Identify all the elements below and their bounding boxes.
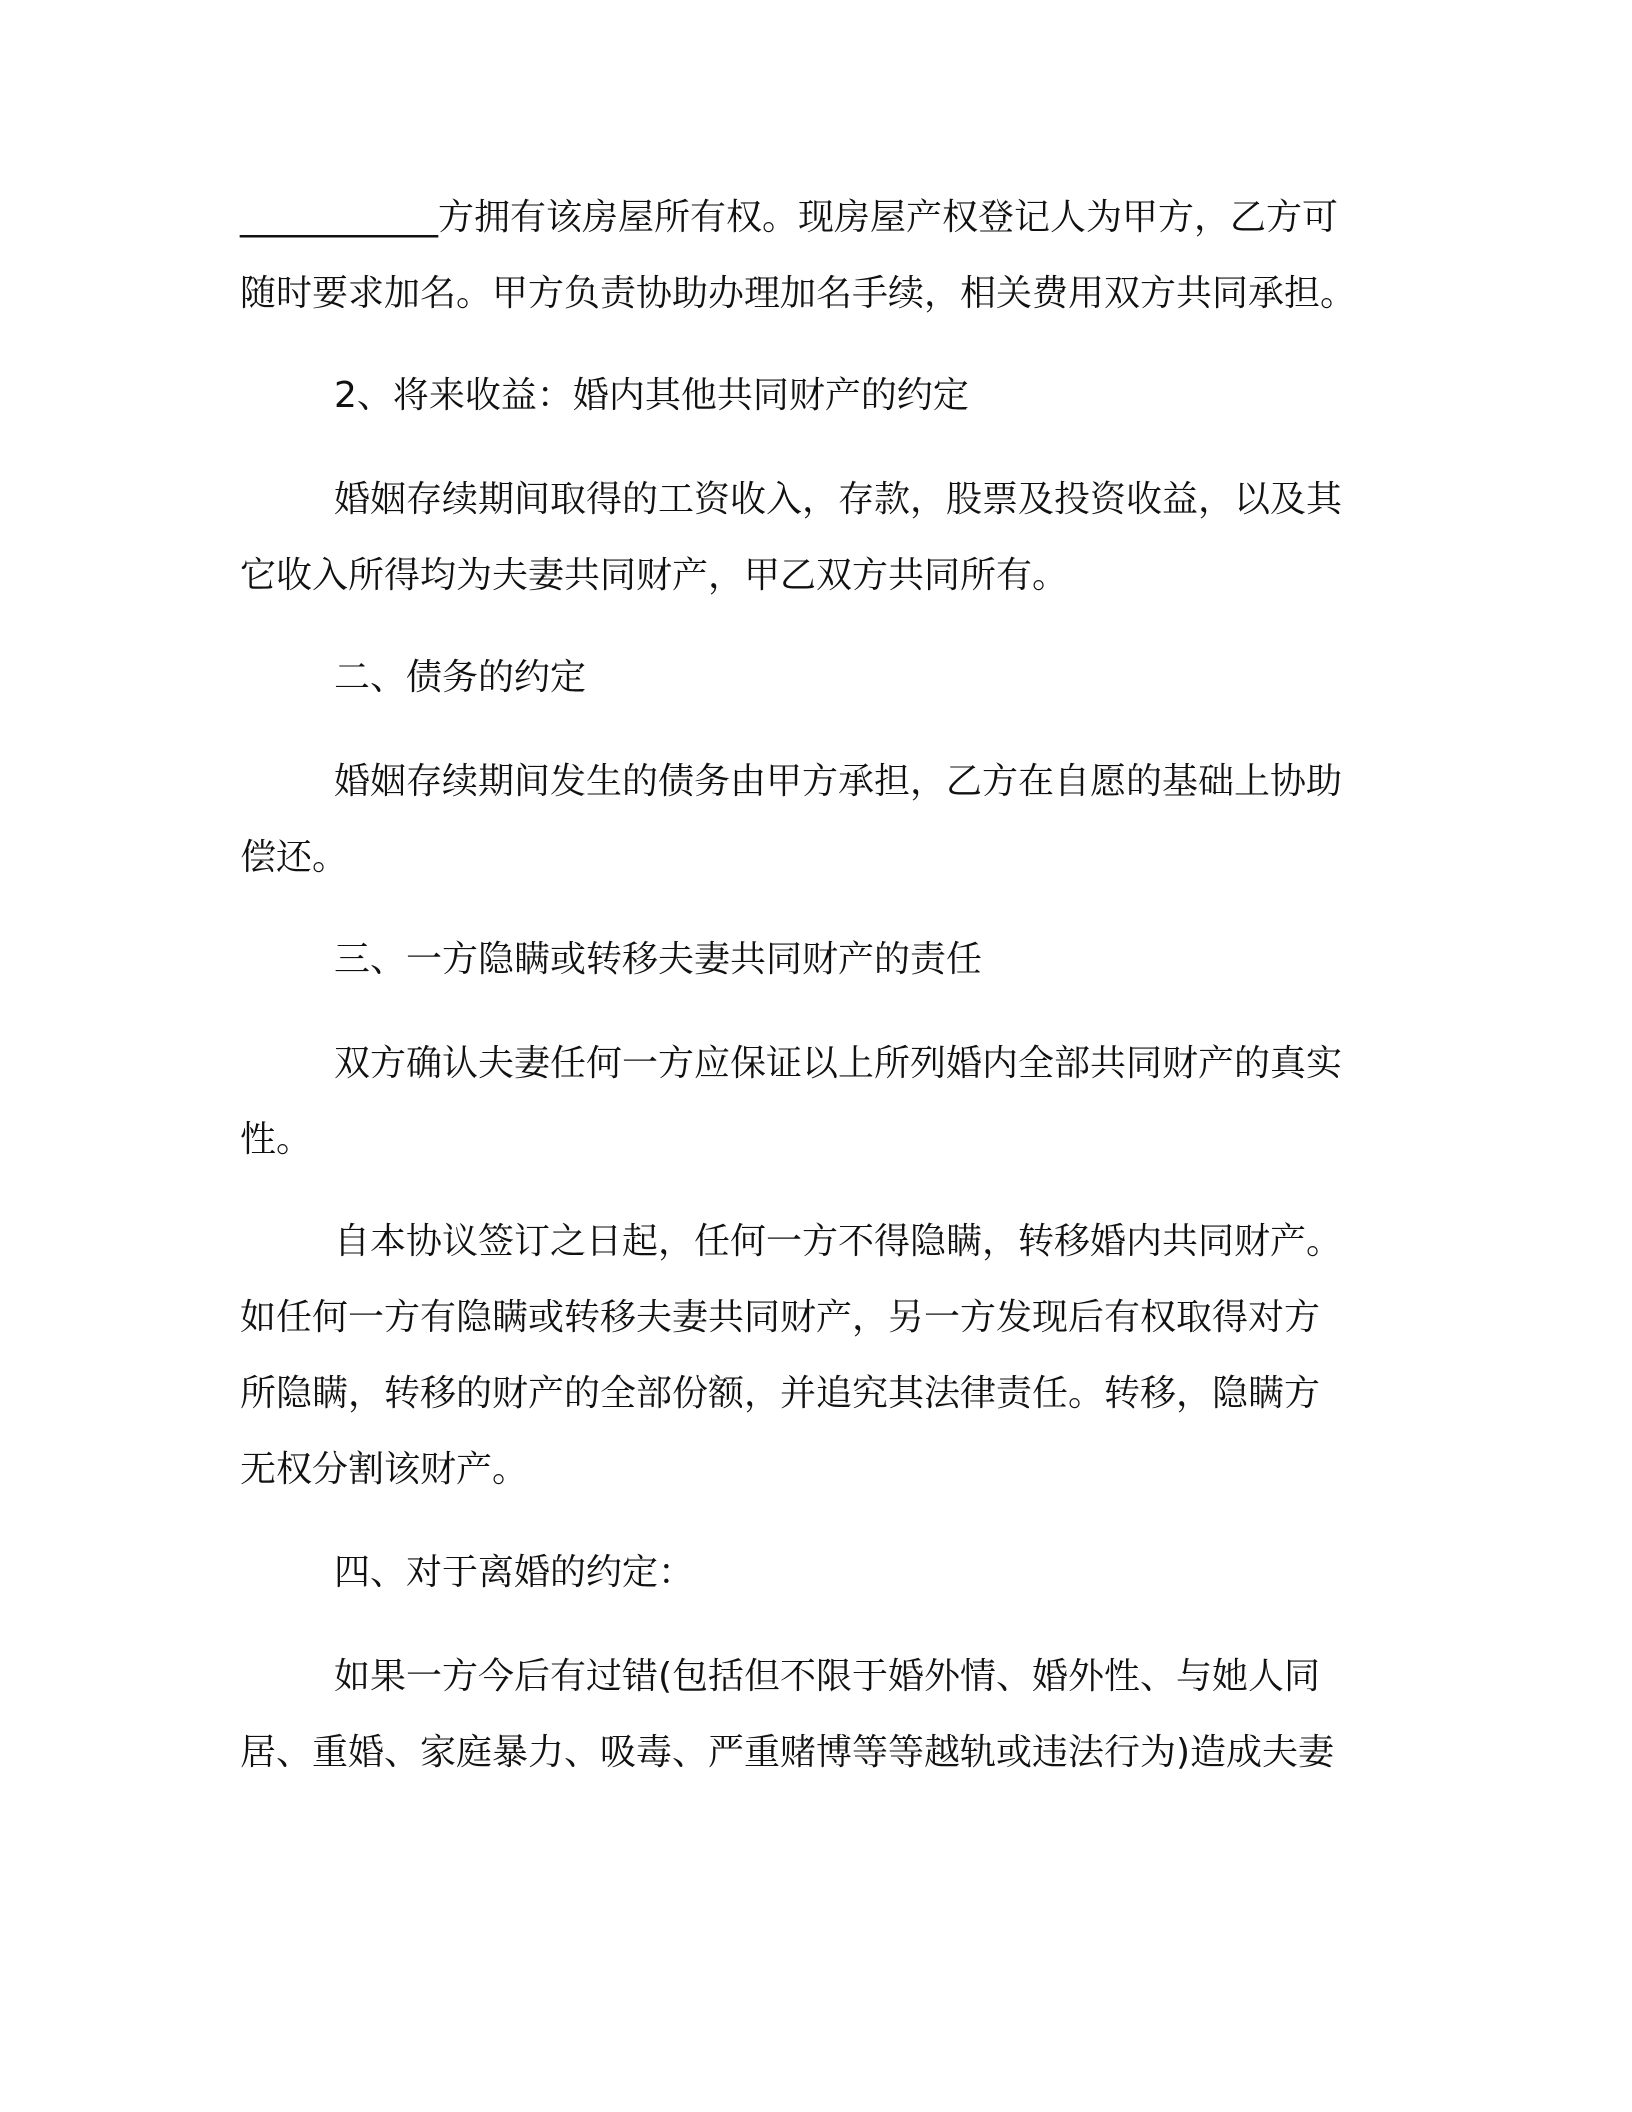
paragraph-debt: [240, 744, 1380, 896]
paragraph-concealment-1: [240, 1026, 1380, 1178]
text-line: 偿还。: [240, 837, 349, 878]
text-line: 双方确认夫妻任何一方应保证以上所列婚内全部共同财产的真实: [334, 1043, 1343, 1084]
heading-future-income: [334, 358, 1474, 434]
text-line: 随时要求加名。甲方负责协助办理加名手续，相关费用双方共同承担。: [240, 273, 1357, 314]
paragraph-divorce: [240, 1639, 1380, 1791]
text-line: 无权分割该财产。: [240, 1449, 529, 1490]
text-line: 自本协议签订之日起，任何一方不得隐瞒，转移婚内共同财产。: [334, 1221, 1343, 1262]
text-line: 如任何一方有隐瞒或转移夫妻共同财产，另一方发现后有权取得对方: [240, 1297, 1321, 1338]
heading-text: 四、对于离婚的约定：: [334, 1552, 695, 1593]
text-line: 如果一方今后有过错(包括但不限于婚外情、婚外性、与她人同: [334, 1656, 1321, 1697]
heading-concealment: [334, 922, 1474, 998]
heading-divorce: [334, 1535, 1474, 1611]
text-line: 所隐瞒，转移的财产的全部份额，并追究其法律责任。转移，隐瞒方: [240, 1373, 1321, 1414]
heading-text: 2、将来收益：婚内其他共同财产的约定: [334, 375, 969, 416]
paragraph-house-ownership: [240, 180, 1380, 332]
text-line: 它收入所得均为夫妻共同财产，甲乙双方共同所有。: [240, 555, 1069, 596]
text-line: 婚姻存续期间发生的债务由甲方承担，乙方在自愿的基础上协助: [334, 761, 1343, 802]
text-line: 居、重婚、家庭暴力、吸毒、严重赌博等等越轨或违法行为)造成夫妻: [240, 1732, 1335, 1773]
text-line: ___________方拥有该房屋所有权。现房屋产权登记人为甲方，乙方可: [240, 197, 1339, 238]
heading-text: 二、债务的约定: [334, 657, 587, 698]
text-line: 婚姻存续期间取得的工资收入，存款，股票及投资收益，以及其: [334, 479, 1343, 520]
text-line: 性。: [240, 1119, 313, 1160]
paragraph-future-income: [240, 462, 1380, 614]
heading-debt: [334, 640, 1474, 716]
paragraph-concealment-2: [240, 1204, 1380, 1508]
heading-text: 三、一方隐瞒或转移夫妻共同财产的责任: [334, 939, 983, 980]
